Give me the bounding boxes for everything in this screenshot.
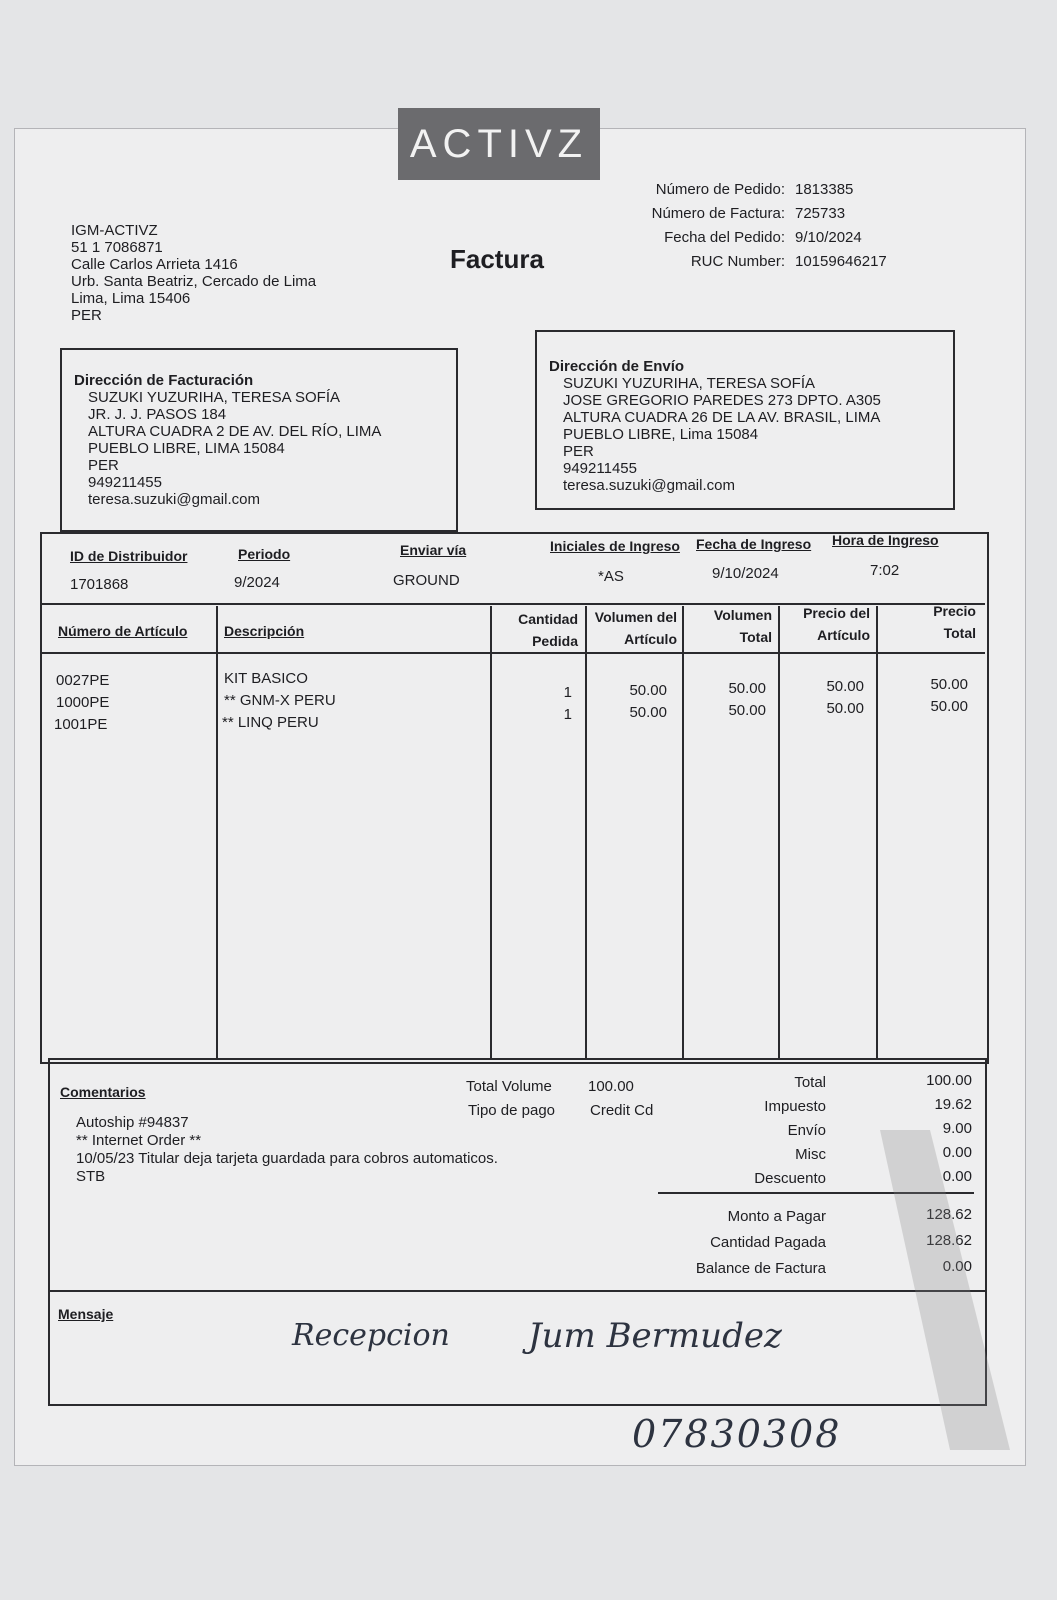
company-line: IGM-ACTIVZ bbox=[71, 222, 158, 239]
item-description: ** LINQ PERU bbox=[222, 714, 319, 731]
item-price: 50.00 bbox=[826, 700, 864, 717]
invoice-number-label: Número de Factura: bbox=[651, 205, 785, 222]
col-volt-header bbox=[686, 604, 772, 648]
item-volume-total: 50.00 bbox=[728, 680, 766, 697]
billing-line: teresa.suzuki@gmail.com bbox=[88, 491, 260, 508]
column-header-divider bbox=[40, 652, 985, 654]
balance-value: 0.00 bbox=[942, 1258, 972, 1275]
item-price-total: 50.00 bbox=[930, 676, 968, 693]
company-line: Lima, Lima 15406 bbox=[71, 290, 191, 307]
col-price-header bbox=[782, 602, 870, 646]
document-title: Factura bbox=[450, 244, 544, 274]
item-volume: 50.00 bbox=[629, 704, 667, 721]
comment-line: ** Internet Order ** bbox=[76, 1132, 202, 1149]
col-divider bbox=[585, 606, 587, 1058]
balance-label: Balance de Factura bbox=[695, 1260, 826, 1277]
shipping-line: JOSE GREGORIO PAREDES 273 DPTO. A305 bbox=[563, 392, 881, 409]
entry-date-value: 9/10/2024 bbox=[712, 565, 779, 582]
item-price-total: 50.00 bbox=[930, 698, 968, 715]
initials-label: Iniciales de Ingreso bbox=[550, 538, 680, 554]
shipping-line: PER bbox=[563, 443, 594, 460]
distributor-id: 1701868 bbox=[70, 576, 129, 593]
entry-time-label: Hora de Ingreso bbox=[832, 532, 939, 548]
item-number: 1000PE bbox=[56, 694, 110, 711]
col-divider bbox=[876, 606, 878, 1058]
item-volume-total: 50.00 bbox=[728, 702, 766, 719]
col-price-header-line1: Precio del bbox=[803, 605, 870, 621]
comment-line: Autoship #94837 bbox=[76, 1114, 189, 1131]
discount-label: Descuento bbox=[754, 1170, 826, 1187]
shipping-cost-value: 9.00 bbox=[942, 1120, 972, 1137]
col-qty-header-line2: Pedida bbox=[532, 633, 578, 649]
distributor-label: ID de Distribuidor bbox=[70, 548, 188, 564]
message-label: Mensaje bbox=[58, 1306, 114, 1322]
shipping-line: PUEBLO LIBRE, Lima 15084 bbox=[563, 426, 759, 443]
total-volume-value: 100.00 bbox=[588, 1078, 634, 1095]
initials-value: *AS bbox=[598, 568, 624, 585]
handwritten-signature: Jum Bermudez bbox=[528, 1316, 782, 1356]
col-vol-header-line1: Volumen del bbox=[594, 609, 677, 625]
ship-via-label: Enviar vía bbox=[400, 542, 467, 558]
handwritten-reception: Recepcion bbox=[292, 1318, 450, 1353]
company-line: 51 1 7086871 bbox=[71, 239, 163, 256]
col-volt-header-line2: Total bbox=[739, 629, 772, 645]
item-volume: 50.00 bbox=[629, 682, 667, 699]
ruc-number: 10159646217 bbox=[795, 253, 887, 270]
billing-address-box bbox=[60, 348, 458, 532]
item-number: 0027PE bbox=[56, 672, 110, 689]
shipping-line: 949211455 bbox=[563, 460, 637, 477]
brand-logo: ACTIVZ bbox=[398, 108, 600, 180]
misc-label: Misc bbox=[795, 1146, 826, 1163]
billing-line: SUZUKI YUZURIHA, TERESA SOFÍA bbox=[88, 389, 340, 406]
item-price: 50.00 bbox=[826, 678, 864, 695]
item-description: ** GNM-X PERU bbox=[224, 692, 336, 709]
billing-line: 949211455 bbox=[88, 474, 162, 491]
amount-due-label: Monto a Pagar bbox=[727, 1208, 826, 1225]
col-pricet-header bbox=[880, 600, 976, 644]
item-qty: 1 bbox=[563, 706, 572, 723]
shipping-line: teresa.suzuki@gmail.com bbox=[563, 477, 735, 494]
comment-line: 10/05/23 Titular deja tarjeta guardada para cobros automaticos. bbox=[76, 1150, 498, 1167]
order-date-label: Fecha del Pedido: bbox=[664, 229, 785, 246]
comment-line: STB bbox=[76, 1168, 106, 1185]
col-vol-header bbox=[589, 606, 677, 650]
amount-paid-label: Cantidad Pagada bbox=[710, 1234, 826, 1251]
col-qty-header-line1: Cantidad bbox=[518, 611, 578, 627]
total-volume-label: Total Volume bbox=[466, 1078, 552, 1095]
billing-line: PUEBLO LIBRE, LIMA 15084 bbox=[88, 440, 285, 457]
col-divider bbox=[682, 606, 684, 1058]
billing-title: Dirección de Facturación bbox=[74, 372, 254, 389]
col-divider bbox=[216, 606, 218, 1058]
watermark-logo bbox=[820, 1120, 1020, 1460]
col-volt-header-line1: Volumen bbox=[713, 607, 772, 623]
billing-lines bbox=[74, 389, 456, 508]
billing-line: ALTURA CUADRA 2 DE AV. DEL RÍO, LIMA bbox=[88, 423, 382, 440]
comments-label: Comentarios bbox=[60, 1084, 146, 1100]
entry-date-label: Fecha de Ingreso bbox=[696, 536, 812, 552]
company-line: Calle Carlos Arrieta 1416 bbox=[71, 256, 238, 273]
billing-line: PER bbox=[88, 457, 119, 474]
tax-value: 19.62 bbox=[934, 1096, 972, 1113]
col-item-header: Número de Artículo bbox=[58, 623, 188, 639]
col-description-header: Descripción bbox=[224, 623, 305, 639]
company-line: PER bbox=[71, 307, 102, 324]
order-number-label: Número de Pedido: bbox=[655, 181, 785, 198]
company-block bbox=[71, 222, 316, 324]
col-pricet-header-line2: Total bbox=[943, 625, 976, 641]
tax-label: Impuesto bbox=[764, 1098, 826, 1115]
col-price-header-line2: Artículo bbox=[817, 627, 870, 643]
shipping-line: ALTURA CUADRA 26 DE LA AV. BRASIL, LIMA bbox=[563, 409, 881, 426]
shipping-title: Dirección de Envío bbox=[549, 358, 685, 375]
invoice-number: 725733 bbox=[795, 205, 846, 222]
handwritten-number: 07830308 bbox=[632, 1412, 842, 1456]
col-divider bbox=[490, 606, 492, 1058]
total-label: Total bbox=[794, 1074, 826, 1091]
payment-type-label: Tipo de pago bbox=[468, 1102, 556, 1119]
misc-value: 0.00 bbox=[942, 1144, 972, 1161]
order-number: 1813385 bbox=[795, 181, 854, 198]
col-divider bbox=[778, 606, 780, 1058]
item-qty: 1 bbox=[563, 684, 572, 701]
shipping-cost-label: Envío bbox=[787, 1122, 826, 1139]
shipping-line: SUZUKI YUZURIHA, TERESA SOFÍA bbox=[563, 375, 815, 392]
col-qty-header bbox=[494, 608, 578, 652]
billing-line: JR. J. J. PASOS 184 bbox=[88, 406, 227, 423]
payment-type-value: Credit Cd bbox=[590, 1102, 654, 1119]
entry-time-value: 7:02 bbox=[870, 562, 900, 579]
period-value: 9/2024 bbox=[234, 574, 280, 591]
col-pricet-header-line1: Precio bbox=[933, 603, 976, 619]
ruc-label: RUC Number: bbox=[690, 253, 785, 270]
amount-paid-value: 128.62 bbox=[926, 1232, 972, 1249]
col-vol-header-line2: Artículo bbox=[624, 631, 677, 647]
company-line: Urb. Santa Beatriz, Cercado de Lima bbox=[71, 273, 317, 290]
ship-via-value: GROUND bbox=[393, 572, 460, 589]
amount-due-value: 128.62 bbox=[926, 1206, 972, 1223]
order-date: 9/10/2024 bbox=[795, 229, 862, 246]
shipping-address-box bbox=[535, 330, 955, 510]
discount-value: 0.00 bbox=[942, 1168, 972, 1185]
shipping-lines bbox=[549, 375, 953, 494]
item-number: 1001PE bbox=[54, 716, 108, 733]
total-value: 100.00 bbox=[926, 1072, 972, 1089]
item-description: KIT BASICO bbox=[224, 670, 308, 687]
period-label: Periodo bbox=[238, 546, 291, 562]
order-info bbox=[610, 178, 887, 274]
